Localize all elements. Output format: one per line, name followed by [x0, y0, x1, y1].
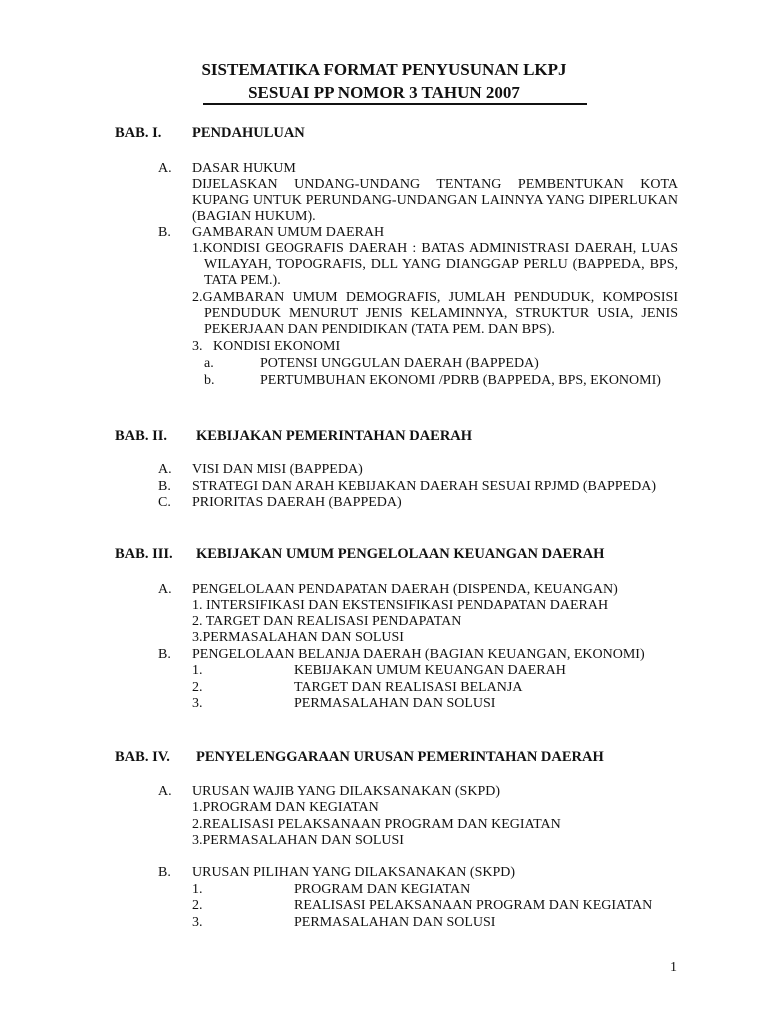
title-underline: [203, 103, 587, 105]
document-subtitle: SESUAI PP NOMOR 3 TAHUN 2007: [248, 83, 520, 102]
bab4-b-item-text: PERMASALAHAN DAN SOLUSI: [294, 915, 496, 930]
bab4-b-label: URUSAN PILIHAN YANG DILAKSANAKAN (SKPD): [192, 865, 516, 880]
bab1-title: PENDAHULUAN: [192, 125, 305, 141]
bab1-b3-item-marker: a.: [204, 356, 214, 371]
bab4-b-item-number: 3.: [192, 915, 203, 930]
bab4-a-item: 2.REALISASI PELAKSANAAN PROGRAM DAN KEGIATAN: [192, 817, 561, 832]
bab3-b-marker: B.: [158, 647, 171, 662]
bab3-a-item: 2. TARGET DAN REALISASI PENDAPATAN: [192, 614, 462, 629]
bab4-title: PENYELENGGARAAN URUSAN PEMERINTAHAN DAERAH: [196, 749, 604, 765]
bab4-b-item-number: 2.: [192, 898, 203, 913]
bab2-item-text: PRIORITAS DAERAH (BAPPEDA): [192, 495, 402, 510]
bab4-a-item: 1.PROGRAM DAN KEGIATAN: [192, 800, 379, 815]
bab3-a-label: PENGELOLAAN PENDAPATAN DAERAH (DISPENDA, KEUANGAN): [192, 582, 618, 597]
bab4-b-item-text: PROGRAM DAN KEGIATAN: [294, 882, 471, 897]
bab2-item-marker: A.: [158, 462, 172, 477]
bab4-a-label: URUSAN WAJIB YANG DILAKSANAKAN (SKPD): [192, 784, 501, 799]
bab1-b3-item-text: POTENSI UNGGULAN DAERAH (BAPPEDA): [260, 356, 539, 371]
bab1-b2-line: PENDUDUK MENURUT JENIS KELAMINNYA, STRUKTUR USIA, JENIS: [204, 306, 678, 321]
bab1-a-desc-line: (BAGIAN HUKUM).: [192, 209, 316, 224]
bab1-b-label: GAMBARAN UMUM DAERAH: [192, 225, 385, 240]
bab4-number: BAB. IV.: [115, 749, 170, 765]
bab3-b-label: PENGELOLAAN BELANJA DAERAH (BAGIAN KEUANGAN, EKONOMI): [192, 647, 645, 662]
bab2-number: BAB. II.: [115, 428, 167, 444]
bab4-b-item-number: 1.: [192, 882, 203, 897]
page-number: 1: [670, 960, 677, 975]
bab1-a-desc-line: KUPANG UNTUK PERUNDANG-UNDANGAN LAINNYA YANG DIPERLUKAN: [192, 193, 678, 208]
document-title: SISTEMATIKA FORMAT PENYUSUNAN LKPJ: [201, 60, 567, 79]
bab4-a-marker: A.: [158, 784, 172, 799]
bab3-b-item-number: 1.: [192, 663, 203, 678]
bab1-b2-line: 2.GAMBARAN UMUM DEMOGRAFIS, JUMLAH PENDUDUK, KOMPOSISI: [192, 290, 678, 305]
bab3-b-item-text: KEBIJAKAN UMUM KEUANGAN DAERAH: [294, 663, 566, 678]
bab2-item-marker: C.: [158, 495, 171, 510]
bab3-b-item-text: PERMASALAHAN DAN SOLUSI: [294, 696, 496, 711]
bab4-b-item-text: REALISASI PELAKSANAAN PROGRAM DAN KEGIATAN: [294, 898, 653, 913]
bab4-b-marker: B.: [158, 865, 171, 880]
bab1-b3-number: 3.: [192, 339, 203, 354]
bab1-b1-line: WILAYAH, TOPOGRAFIS, DLL YANG DIANGGAP PERLU (BAPPEDA, BPS,: [204, 257, 678, 272]
bab1-b2-line: PEKERJAAN DAN PENDIDIKAN (TATA PEM. DAN BPS).: [204, 322, 555, 337]
bab3-b-item-number: 2.: [192, 680, 203, 695]
bab1-a-label: DASAR HUKUM: [192, 161, 296, 176]
bab1-b3-item-marker: b.: [204, 373, 215, 388]
bab3-title: KEBIJAKAN UMUM PENGELOLAAN KEUANGAN DAERAH: [196, 546, 605, 562]
bab1-b1-line: 1.KONDISI GEOGRAFIS DAERAH : BATAS ADMINISTRASI DAERAH, LUAS: [192, 241, 678, 256]
bab4-a-item: 3.PERMASALAHAN DAN SOLUSI: [192, 833, 404, 848]
bab2-item-text: STRATEGI DAN ARAH KEBIJAKAN DAERAH SESUAI RPJMD (BAPPEDA): [192, 479, 656, 494]
bab3-a-item: 1. INTERSIFIKASI DAN EKSTENSIFIKASI PENDAPATAN DAERAH: [192, 598, 609, 613]
bab2-item-marker: B.: [158, 479, 171, 494]
bab3-b-item-text: TARGET DAN REALISASI BELANJA: [294, 680, 523, 695]
bab1-b1-line: TATA PEM.).: [204, 273, 281, 288]
bab2-item-text: VISI DAN MISI (BAPPEDA): [192, 462, 363, 477]
bab3-number: BAB. III.: [115, 546, 173, 562]
bab1-b3-label: KONDISI EKONOMI: [213, 339, 341, 354]
bab3-b-item-number: 3.: [192, 696, 203, 711]
bab3-a-marker: A.: [158, 582, 172, 597]
bab1-b3-item-text: PERTUMBUHAN EKONOMI /PDRB (BAPPEDA, BPS, EKONOMI): [260, 373, 661, 388]
bab1-b-marker: B.: [158, 225, 171, 240]
bab3-a-item: 3.PERMASALAHAN DAN SOLUSI: [192, 630, 404, 645]
bab1-a-marker: A.: [158, 161, 172, 176]
bab2-title: KEBIJAKAN PEMERINTAHAN DAERAH: [196, 428, 473, 444]
bab1-a-desc-line: DIJELASKAN UNDANG-UNDANG TENTANG PEMBENTUKAN KOTA: [192, 177, 678, 192]
bab1-number: BAB. I.: [115, 125, 162, 141]
